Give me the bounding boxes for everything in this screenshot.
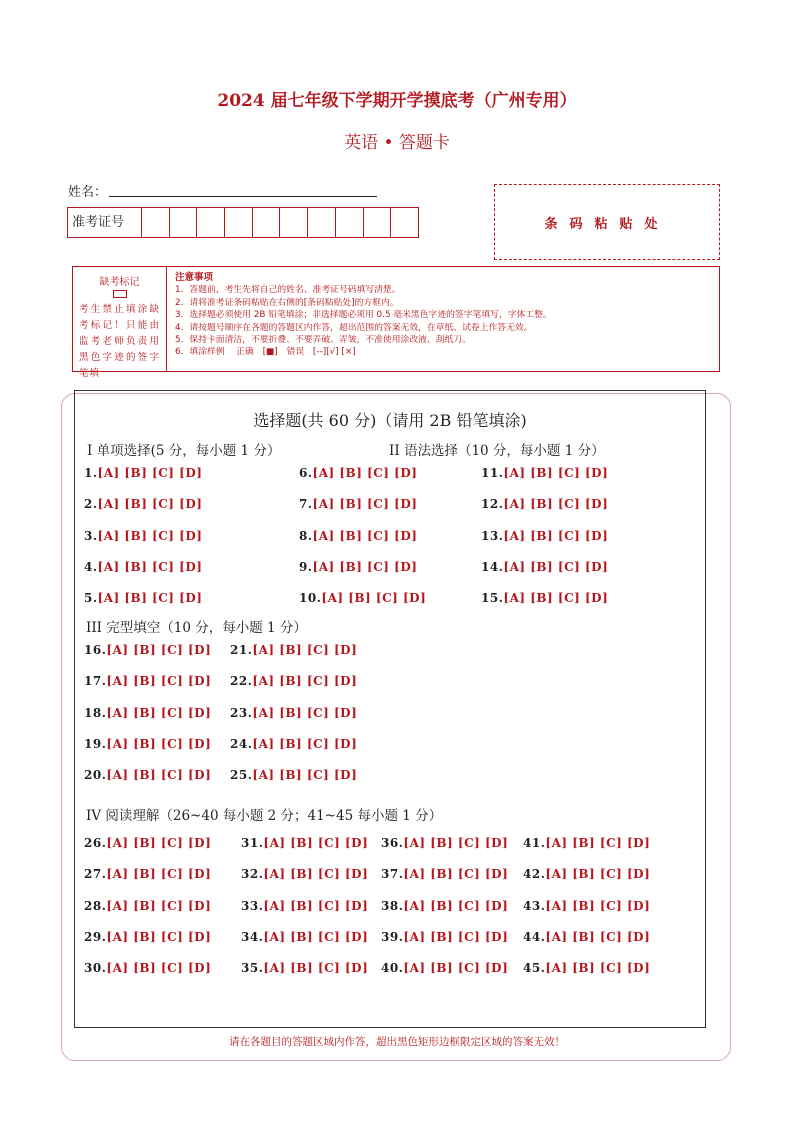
note-item: 5．保持卡面清洁，不要折叠、不要弄破、弄皱，不准使用涂改液、刮纸刀。 (175, 335, 471, 346)
answer-row (84, 497, 202, 511)
question-number: 20. (84, 768, 107, 782)
answer-row (241, 836, 368, 850)
answer-options[interactable]: [A] [B] [C] [D] (403, 867, 509, 881)
note-item: 1．答题前，考生先将自己的姓名、准考证号码填写清楚。 (175, 285, 401, 296)
question-number: 15. (481, 591, 504, 605)
question-number: 19. (84, 737, 107, 751)
answer-row (481, 497, 608, 511)
exam-id-cell[interactable] (141, 208, 169, 237)
question-number: 32. (241, 867, 264, 881)
question-number: 40. (381, 961, 404, 975)
answer-row (84, 836, 211, 850)
question-number: 5. (84, 591, 98, 605)
answer-options[interactable]: [A] [B] [C] [D] (545, 867, 651, 881)
answer-options[interactable]: [A] [B] [C] [D] (503, 560, 609, 574)
answer-options[interactable]: [A] [B] [C] [D] (312, 529, 418, 543)
question-number: 44. (523, 930, 546, 944)
answer-options[interactable]: [A] [B] [C] [D] (97, 560, 203, 574)
answer-options[interactable]: [A] [B] [C] [D] (263, 930, 369, 944)
question-number: 27. (84, 867, 107, 881)
absent-checkbox[interactable] (113, 290, 127, 298)
note-item: 4．请按题号顺序在各题的答题区内作答，超出范围的答案无效，在草纸、试卷上作答无效。 (175, 322, 533, 333)
answer-row (84, 560, 202, 574)
answer-row (84, 529, 202, 543)
answer-row (230, 674, 357, 688)
answer-options[interactable]: [A] [B] [C] [D] (106, 930, 212, 944)
name-label: 姓名： (68, 185, 108, 200)
question-number: 28. (84, 899, 107, 913)
answer-row (84, 768, 211, 782)
question-number: 12. (481, 497, 504, 511)
answer-row (299, 591, 426, 605)
question-number: 9. (299, 560, 313, 574)
answer-row (299, 497, 417, 511)
answer-row (299, 560, 417, 574)
answer-options[interactable]: [A] [B] [C] [D] (106, 674, 212, 688)
notes-section (167, 267, 560, 371)
exam-id-box (67, 207, 419, 238)
answer-row (241, 867, 368, 881)
question-number: 39. (381, 930, 404, 944)
part2-heading: II 语法选择（10 分，每小题 1 分） (389, 443, 605, 459)
answer-row (381, 836, 508, 850)
question-number: 25. (230, 768, 253, 782)
footer-note: 请在各题目的答题区域内作答，超出黑色矩形边框限定区域的答案无效！ (229, 1036, 565, 1048)
question-number: 30. (84, 961, 107, 975)
note-item: 6．填涂样例 正确 [■] 错误 [--][√] [×] (175, 347, 356, 358)
question-number: 22. (230, 674, 253, 688)
question-number: 36. (381, 836, 404, 850)
part3-heading: III 完型填空（10 分，每小题 1 分） (86, 620, 307, 636)
answer-options[interactable]: [A] [B] [C] [D] (263, 899, 369, 913)
question-number: 2. (84, 497, 98, 511)
answer-row (481, 466, 608, 480)
question-number: 8. (299, 529, 313, 543)
question-number: 1. (84, 466, 98, 480)
question-number: 3. (84, 529, 98, 543)
answer-row (230, 737, 357, 751)
answer-options[interactable]: [A] [B] [C] [D] (263, 836, 369, 850)
answer-options[interactable]: [A] [B] [C] [D] (106, 961, 212, 975)
section-title: 选择题(共 60 分)（请用 2B 铅笔填涂) (253, 411, 527, 430)
exam-id-cell[interactable] (224, 208, 252, 237)
answer-options[interactable]: [A] [B] [C] [D] (106, 737, 212, 751)
question-number: 26. (84, 836, 107, 850)
answer-row (523, 836, 650, 850)
answer-options[interactable]: [A] [B] [C] [D] (503, 466, 609, 480)
answer-options[interactable]: [A] [B] [C] [D] (312, 497, 418, 511)
answer-options[interactable]: [A] [B] [C] [D] (403, 836, 509, 850)
question-number: 41. (523, 836, 546, 850)
answer-row (381, 867, 508, 881)
answer-row (84, 961, 211, 975)
answer-options[interactable]: [A] [B] [C] [D] (312, 466, 418, 480)
answer-options[interactable]: [A] [B] [C] [D] (545, 930, 651, 944)
answer-row (523, 930, 650, 944)
answer-row (381, 961, 508, 975)
answer-row (84, 674, 211, 688)
question-number: 23. (230, 706, 253, 720)
question-number: 4. (84, 560, 98, 574)
answer-row (84, 706, 211, 720)
exam-id-cell[interactable] (307, 208, 335, 237)
answer-options[interactable]: [A] [B] [C] [D] (106, 899, 212, 913)
exam-id-cell[interactable] (169, 208, 197, 237)
answer-options[interactable]: [A] [B] [C] [D] (321, 591, 427, 605)
answer-options[interactable]: [A] [B] [C] [D] (263, 961, 369, 975)
answer-row (381, 899, 508, 913)
question-number: 21. (230, 643, 253, 657)
question-number: 18. (84, 706, 107, 720)
answer-options[interactable]: [A] [B] [C] [D] (503, 497, 609, 511)
part4-heading: IV 阅读理解（26~40 每小题 2 分；41~45 每小题 1 分） (86, 808, 443, 824)
exam-id-cell[interactable] (252, 208, 280, 237)
answer-options[interactable]: [A] [B] [C] [D] (503, 591, 609, 605)
answer-row (84, 899, 211, 913)
answer-row (84, 867, 211, 881)
absent-mark-section (73, 267, 167, 379)
answer-row (230, 643, 357, 657)
answer-options[interactable]: [A] [B] [C] [D] (545, 899, 651, 913)
note-item: 3．选择题必须使用 2B 铅笔填涂；非选择题必须用 0.5 毫米黑色字迹的签字笔填写，字体工整。 (175, 310, 552, 321)
question-number: 24. (230, 737, 253, 751)
answer-row (241, 899, 368, 913)
question-number: 13. (481, 529, 504, 543)
name-field[interactable] (109, 196, 377, 197)
answer-options[interactable]: [A] [B] [C] [D] (106, 867, 212, 881)
page-title: 2024 届七年级下学期开学摸底考（广州专用） (217, 91, 577, 111)
answer-options[interactable]: [A] [B] [C] [D] (252, 737, 358, 751)
answer-options[interactable]: [A] [B] [C] [D] (312, 560, 418, 574)
question-number: 33. (241, 899, 264, 913)
answer-row (481, 529, 608, 543)
part1-heading: Ⅰ 单项选择(5 分，每小题 1 分） (87, 443, 281, 459)
question-number: 7. (299, 497, 313, 511)
answer-options[interactable]: [A] [B] [C] [D] (106, 768, 212, 782)
question-number: 17. (84, 674, 107, 688)
question-number: 11. (481, 466, 504, 480)
question-number: 35. (241, 961, 264, 975)
answer-options[interactable]: [A] [B] [C] [D] (97, 591, 203, 605)
answer-row (523, 867, 650, 881)
answer-options[interactable]: [A] [B] [C] [D] (545, 836, 651, 850)
answer-options[interactable]: [A] [B] [C] [D] (106, 706, 212, 720)
answer-options[interactable]: [A] [B] [C] [D] (403, 930, 509, 944)
absent-text: 考生禁止填涂缺考标记！只能由监考老师负责用黑色字迹的签字笔填 (79, 304, 160, 379)
answer-row (84, 737, 211, 751)
answer-options[interactable]: [A] [B] [C] [D] (503, 529, 609, 543)
answer-options[interactable]: [A] [B] [C] [D] (252, 643, 358, 657)
question-number: 6. (299, 466, 313, 480)
answer-options[interactable]: [A] [B] [C] [D] (263, 867, 369, 881)
answer-row (230, 706, 357, 720)
question-number: 34. (241, 930, 264, 944)
answer-row (299, 529, 417, 543)
answer-row (84, 643, 211, 657)
answer-options[interactable]: [A] [B] [C] [D] (252, 674, 358, 688)
answer-options[interactable]: [A] [B] [C] [D] (545, 961, 651, 975)
answer-row (481, 560, 608, 574)
answer-options[interactable]: [A] [B] [C] [D] (97, 497, 203, 511)
exam-id-cell[interactable] (363, 208, 391, 237)
question-number: 16. (84, 643, 107, 657)
barcode-area: 条码粘贴处 (494, 184, 720, 260)
notes-title: 注意事项 (175, 272, 214, 283)
answer-options[interactable]: [A] [B] [C] [D] (403, 961, 509, 975)
answer-options[interactable]: [A] [B] [C] [D] (106, 643, 212, 657)
answer-row (84, 930, 211, 944)
answer-row (481, 591, 608, 605)
answer-row (241, 961, 368, 975)
exam-id-cell[interactable] (196, 208, 224, 237)
answer-row (84, 466, 202, 480)
answer-row (381, 930, 508, 944)
question-number: 10. (299, 591, 322, 605)
answer-row (241, 930, 368, 944)
notes-box (72, 266, 720, 379)
note-item: 2．请将准考证条码粘贴在右侧的[条码粘贴处]的方框内。 (175, 297, 399, 308)
absent-title: 缺考标记 (99, 277, 140, 288)
answer-options[interactable]: [A] [B] [C] [D] (252, 706, 358, 720)
question-number: 29. (84, 930, 107, 944)
exam-id-cell[interactable] (279, 208, 307, 237)
question-number: 45. (523, 961, 546, 975)
exam-id-cell[interactable] (390, 208, 418, 237)
question-number: 42. (523, 867, 546, 881)
answer-row (523, 899, 650, 913)
answer-options[interactable]: [A] [B] [C] [D] (97, 466, 203, 480)
question-number: 31. (241, 836, 264, 850)
answer-options[interactable]: [A] [B] [C] [D] (106, 836, 212, 850)
answer-options[interactable]: [A] [B] [C] [D] (403, 899, 509, 913)
answer-row (84, 591, 202, 605)
question-number: 43. (523, 899, 546, 913)
answer-row (523, 961, 650, 975)
answer-options[interactable]: [A] [B] [C] [D] (252, 768, 358, 782)
question-number: 38. (381, 899, 404, 913)
answer-row (230, 768, 357, 782)
answer-row (299, 466, 417, 480)
exam-id-label: 准考证号 (72, 215, 125, 230)
page-subtitle: 英语 • 答题卡 (344, 133, 450, 153)
question-number: 37. (381, 867, 404, 881)
question-number: 14. (481, 560, 504, 574)
exam-id-cell[interactable] (335, 208, 363, 237)
answer-options[interactable]: [A] [B] [C] [D] (97, 529, 203, 543)
